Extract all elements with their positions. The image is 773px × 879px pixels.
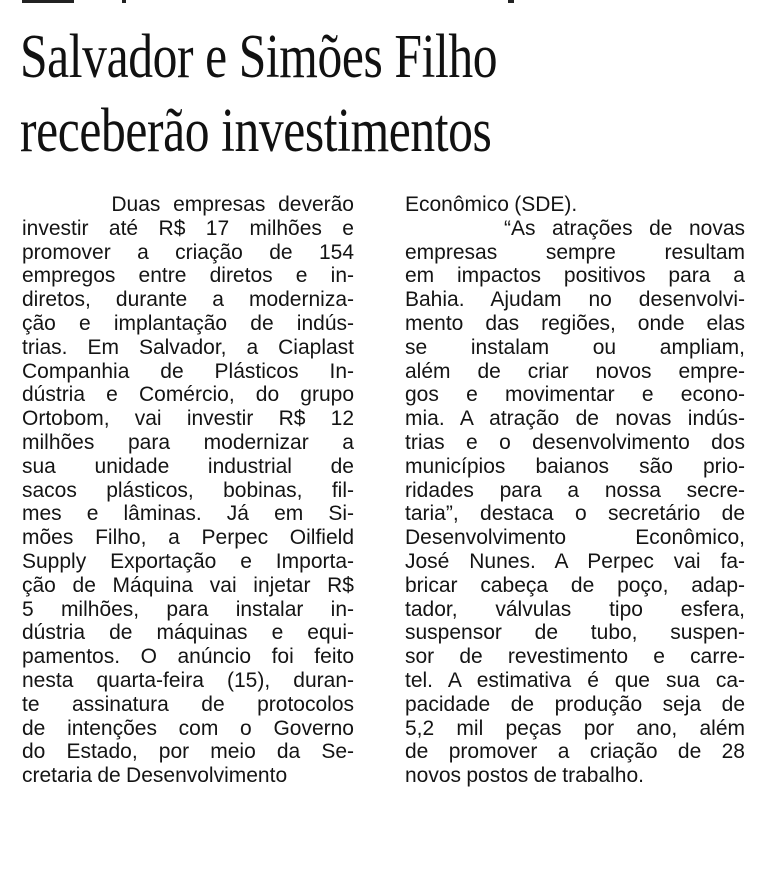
article-text-line: empresas sempre resultam <box>405 240 745 264</box>
article-text-line: bricar cabeça de poço, adap- <box>405 573 745 597</box>
article-text-line: sacos plásticos, bobinas, fil- <box>22 478 354 502</box>
article-text-line: pamentos. O anúncio foi feito <box>22 645 354 669</box>
article-text-line: mões Filho, a Perpec Oilfield <box>22 526 354 550</box>
article-headline <box>20 20 612 168</box>
article-text-line: Companhia de Plásticos In- <box>22 359 354 383</box>
article-text-line: do Estado, por meio da Se- <box>22 740 354 764</box>
article-text-line: José Nunes. A Perpec vai fa- <box>405 549 745 573</box>
article-text-line: novos postos de trabalho. <box>405 764 644 788</box>
article-text-line: dústria de máquinas e equi- <box>22 621 354 645</box>
article-text-line: mento das regiões, onde elas <box>405 311 745 335</box>
article-text-line: 5 milhões, para instalar in- <box>22 597 354 621</box>
headline-line-2: receberão investimentos <box>20 97 492 165</box>
article-text-line: nesta quarta-feira (15), duran- <box>22 668 354 692</box>
article-text-line: investir até R$ 17 milhões e <box>22 216 354 240</box>
article-text-line: sua unidade industrial de <box>22 454 354 478</box>
article-text-line: além de criar novos empre- <box>405 359 745 383</box>
article-text-line: em impactos positivos para a <box>405 264 745 288</box>
article-text-line: trias e o desenvolvimento dos <box>405 430 745 454</box>
article-text-line: Bahia. Ajudam no desenvolvi- <box>405 288 745 312</box>
article-text-line: Duas empresas deverão <box>22 193 354 216</box>
article-text-line: dústria e Comércio, do grupo <box>22 383 354 407</box>
article-text-line: empregos entre diretos e in- <box>22 264 354 288</box>
article-text-line: 5,2 mil peças por ano, além <box>405 716 745 740</box>
article-text-line: sor de revestimento e carre- <box>405 645 745 669</box>
article-text-line: se instalam ou ampliam, <box>405 335 745 359</box>
article-text-line: ridades para a nossa secre- <box>405 478 745 502</box>
article-text-line: taria”, destaca o secretário de <box>405 502 745 526</box>
article-text-line: municípios baianos são prio- <box>405 454 745 478</box>
article-text-line: pacidade de produção seja de <box>405 692 745 716</box>
article-text-line: tador, válvulas tipo esfera, <box>405 597 745 621</box>
article-column-left <box>22 193 354 788</box>
headline-line-1: Salvador e Simões Filho <box>20 23 498 91</box>
article-text-line: ção de Máquina vai injetar R$ <box>22 573 354 597</box>
article-text-line: Supply Exportação e Importa- <box>22 549 354 573</box>
cropped-previous-text-fragment <box>0 0 773 6</box>
article-text-line: suspensor de tubo, suspen- <box>405 621 745 645</box>
article-text-line: mes e lâminas. Já em Si- <box>22 502 354 526</box>
article-text-line: trias. Em Salvador, a Ciaplast <box>22 335 354 359</box>
article-text-line: mia. A atração de novas indús- <box>405 407 745 431</box>
article-text-line: tel. A estimativa é que sua ca- <box>405 668 745 692</box>
article-text-line: gos e movimentar e econo- <box>405 383 745 407</box>
article-text-line: cretaria de Desenvolvimento <box>22 764 288 788</box>
article-text-line: milhões para modernizar a <box>22 430 354 454</box>
article-text-line: Desenvolvimento Econômico, <box>405 526 745 550</box>
article-text-line: de promover a criação de 28 <box>405 740 745 764</box>
article-text-line: ção e implantação de indús- <box>22 311 354 335</box>
article-text-line: de intenções com o Governo <box>22 716 354 740</box>
article-text-line: diretos, durante a moderniza- <box>22 288 354 312</box>
article-text-line: “As atrações de novas <box>405 216 745 240</box>
article-text-line: Econômico (SDE). <box>405 193 578 216</box>
article-column-right <box>405 193 745 788</box>
article-text-line: Ortobom, vai investir R$ 12 <box>22 407 354 431</box>
article-text-line: te assinatura de protocolos <box>22 692 354 716</box>
article-text-line: promover a criação de 154 <box>22 240 354 264</box>
